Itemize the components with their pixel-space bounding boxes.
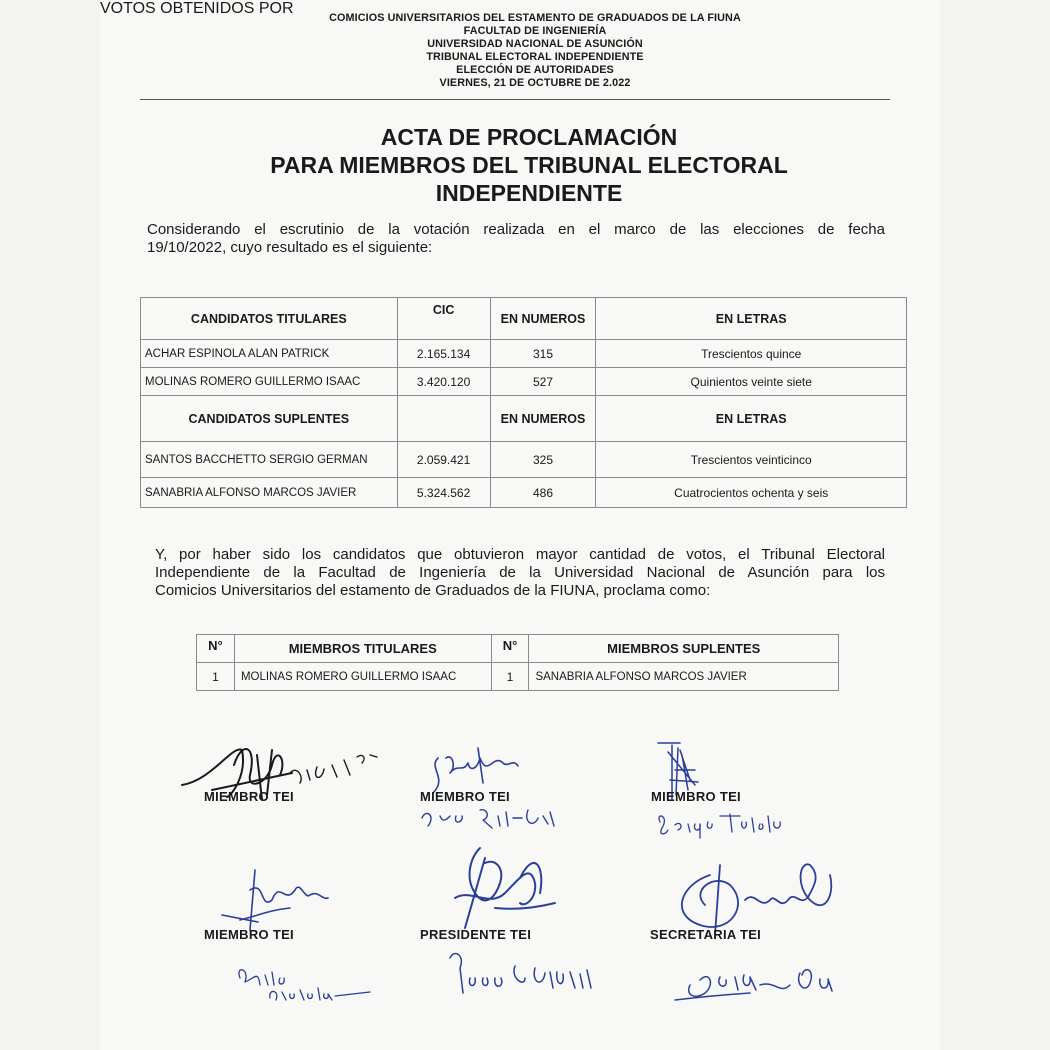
candidate-cic: 2.059.421 <box>397 442 490 478</box>
intro-paragraph <box>147 221 885 257</box>
table-row <box>141 368 907 396</box>
intro-line: Considerando el escrutinio de la votación realizada en el marco de las elecciones de fecha <box>147 221 885 238</box>
votes-table <box>140 297 907 508</box>
table-header-row <box>197 635 839 663</box>
header-divider <box>140 99 890 100</box>
table-header-row <box>141 396 907 442</box>
vote-words: Trescientos quince <box>596 340 907 368</box>
title-line: INDEPENDIENTE <box>435 180 623 206</box>
column-header: CANDIDATOS SUPLENTES <box>141 396 398 442</box>
signature-role: MIEMBRO TEI <box>651 789 741 804</box>
column-header: EN NUMEROS <box>490 396 596 442</box>
candidate-cic: 3.420.120 <box>397 368 490 396</box>
candidate-name: SANTOS BACCHETTO SERGIO GERMAN <box>141 442 398 478</box>
vote-words: Cuatrocientos ochenta y seis <box>596 478 907 508</box>
candidate-cic: 2.165.134 <box>397 340 490 368</box>
header-line: FACULTAD DE INGENIERÍA <box>463 25 607 37</box>
signature-role: MIEMBRO TEI <box>420 789 510 804</box>
header-line: TRIBUNAL ELECTORAL INDEPENDIENTE <box>426 51 644 63</box>
candidate-name: MOLINAS ROMERO GUILLERMO ISAAC <box>141 368 398 396</box>
members-table <box>196 634 839 691</box>
candidate-cic: 5.324.562 <box>397 478 490 508</box>
vote-words: Quinientos veinte siete <box>596 368 907 396</box>
vote-words: Trescientos veinticinco <box>596 442 907 478</box>
column-header: MIEMBROS TITULARES <box>234 635 491 663</box>
document-title <box>100 123 940 207</box>
signature-2 <box>418 738 558 838</box>
member-titular: MOLINAS ROMERO GUILLERMO ISAAC <box>234 663 491 691</box>
column-header: MIEMBROS SUPLENTES <box>529 635 839 663</box>
empty-header-cell <box>397 396 490 442</box>
candidate-name: SANABRIA ALFONSO MARCOS JAVIER <box>141 478 398 508</box>
column-header: N° <box>491 635 529 663</box>
column-header: N° <box>197 635 235 663</box>
table-header-row <box>141 298 907 340</box>
signature-1 <box>172 735 402 825</box>
table-row <box>141 340 907 368</box>
signature-role: SECRETARIA TEI <box>650 927 762 942</box>
table-row <box>141 442 907 478</box>
member-number: 1 <box>491 663 529 691</box>
vote-count: 527 <box>490 368 596 396</box>
table-row <box>197 663 839 691</box>
header-line: UNIVERSIDAD NACIONAL DE ASUNCIÓN <box>427 38 643 50</box>
vote-count: 325 <box>490 442 596 478</box>
column-header: CIC <box>397 298 490 340</box>
vote-count: 315 <box>490 340 596 368</box>
votes-heading: VOTOS OBTENIDOS POR <box>100 0 294 17</box>
column-header: CANDIDATOS TITULARES <box>141 298 398 340</box>
candidate-name: ACHAR ESPINOLA ALAN PATRICK <box>141 340 398 368</box>
title-line: PARA MIEMBROS DEL TRIBUNAL ELECTORAL <box>270 152 788 178</box>
column-header: EN NUMEROS <box>490 298 596 340</box>
header-line: VIERNES, 21 DE OCTUBRE DE 2.022 <box>439 77 631 89</box>
header-line: ELECCIÓN DE AUTORIDADES <box>456 64 614 76</box>
table-row <box>141 478 907 508</box>
column-header: EN LETRAS <box>596 298 907 340</box>
document-page <box>100 0 940 1050</box>
paragraph-line: Comicios Universitarios del estamento de Graduados de la FIUNA, proclama como: <box>155 582 711 599</box>
intro-line: 19/10/2022, cuyo resultado es el siguiente: <box>147 239 433 256</box>
paragraph-line: Independiente de la Facultad de Ingeniería de la Universidad Nacional de Asunción para los <box>155 564 885 581</box>
column-header: EN LETRAS <box>596 396 907 442</box>
paragraph-line: Y, por haber sido los candidatos que obtuvieron mayor cantidad de votos, el Tribunal Electoral <box>155 546 885 563</box>
title-line: ACTA DE PROCLAMACIÓN <box>380 124 678 150</box>
member-suplente: SANABRIA ALFONSO MARCOS JAVIER <box>529 663 839 691</box>
member-number: 1 <box>197 663 235 691</box>
signature-role: MIEMBRO TEI <box>204 927 294 942</box>
document-header <box>100 12 940 90</box>
header-line: COMICIOS UNIVERSITARIOS DEL ESTAMENTO DE GRADUADOS DE LA FIUNA <box>329 12 741 24</box>
vote-count: 486 <box>490 478 596 508</box>
signature-role: MIEMBRO TEI <box>204 789 294 804</box>
signature-role: PRESIDENTE TEI <box>420 927 532 942</box>
proclamation-paragraph <box>155 546 885 600</box>
